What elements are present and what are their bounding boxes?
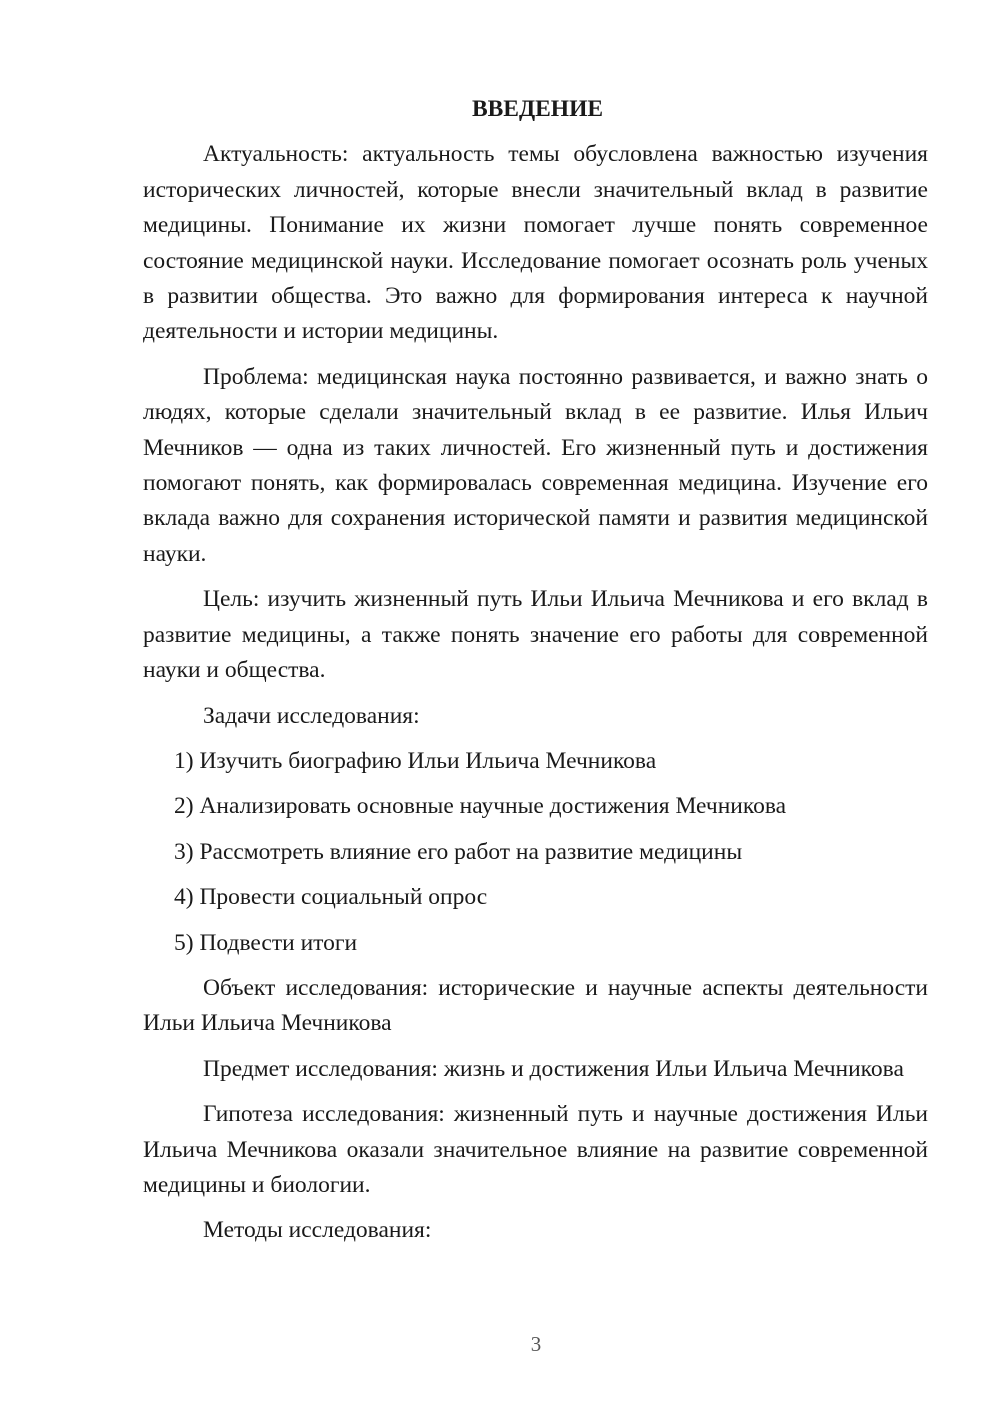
tasks-heading: Задачи исследования: bbox=[203, 702, 420, 729]
list-item: 5) Подвести итоги bbox=[174, 929, 358, 956]
hypothesis-paragraph: Гипотеза исследования: жизненный путь и научные достижения Ильи Ильича Мечникова оказали значительное влияние на развитие современной медицины и биологии. bbox=[143, 1101, 928, 1198]
list-item: 3) Рассмотреть влияние его работ на развитие медицины bbox=[174, 838, 743, 865]
page-number: 3 bbox=[530, 1332, 542, 1356]
subject-paragraph: Предмет исследования: жизнь и достижения Ильи Ильича Мечникова bbox=[203, 1055, 904, 1082]
problem-paragraph: Проблема: медицинская наука постоянно развивается, и важно знать о людях, которые сделали значительный вклад в ее развитие. Илья Ильич Мечников — одна из таких личностей. Его жизненный путь и достижения помогают понять, как формировалась современная медицина. Изучение его вклада важно для сохранения исторической памяти и развития медицинской науки. bbox=[143, 363, 928, 567]
goal-paragraph: Цель: изучить жизненный путь Ильи Ильича Мечникова и его вклад в развитие медицины, а также понять значение его работы для современной науки и общества. bbox=[143, 586, 928, 684]
list-item: 4) Провести социальный опрос bbox=[174, 884, 488, 911]
object-paragraph: Объект исследования: исторические и научные аспекты деятельности Ильи Ильича Мечникова bbox=[143, 974, 928, 1037]
relevance-paragraph: Актуальность: актуальность темы обусловлена важностью изучения исторических личностей, которые внесли значительный вклад в развитие медицины. Понимание их жизни помогает лучше понять современное состояние медицинской науки. Исследование помогает осознать роль ученых в развитии общества. Это важно для формирования интереса к научной деятельности и истории медицины. bbox=[143, 141, 928, 345]
list-item: 2) Анализировать основные научные достижения Мечникова bbox=[174, 793, 787, 820]
tasks-list bbox=[143, 744, 928, 961]
page-body bbox=[143, 92, 928, 1259]
list-item: 1) Изучить биографию Ильи Ильича Мечникова bbox=[174, 747, 657, 774]
methods-heading: Методы исследования: bbox=[203, 1217, 432, 1244]
section-title: ВВЕДЕНИЕ bbox=[471, 96, 604, 122]
